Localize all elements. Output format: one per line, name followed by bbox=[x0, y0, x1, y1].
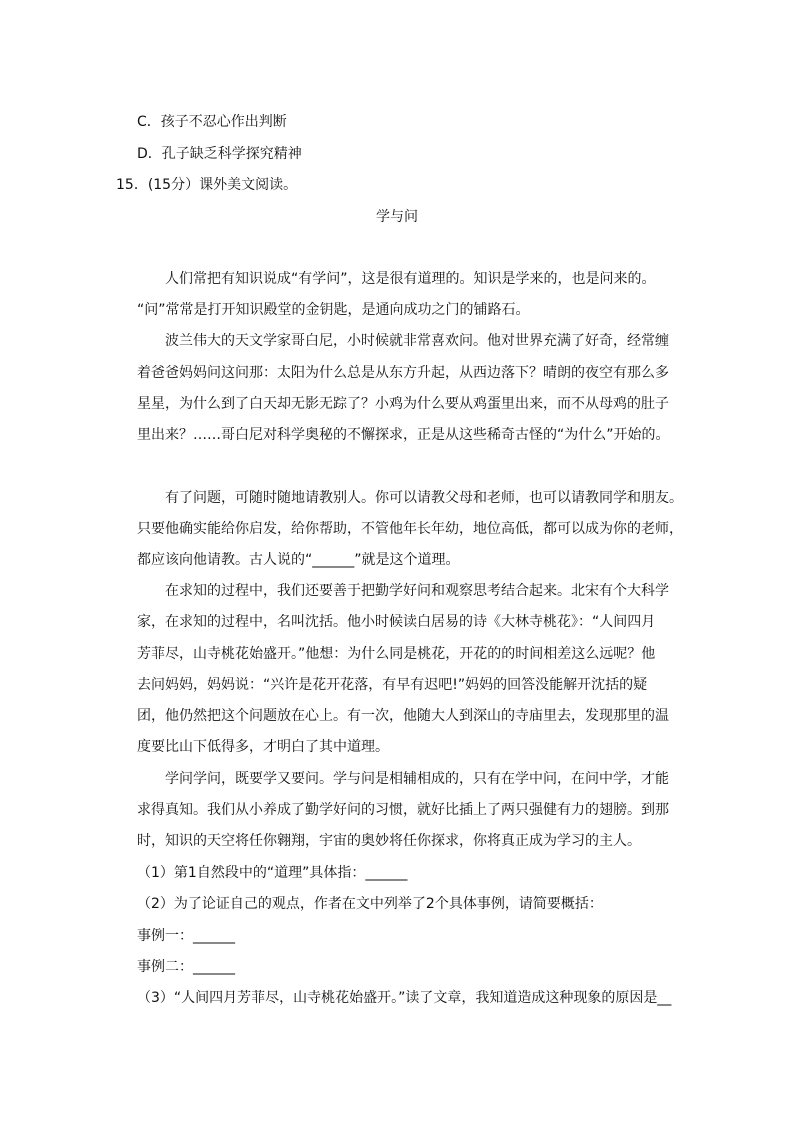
paragraph-5-line-1: 学问学问，既要学又要问。学与问是相辅相成的，只有在学中问，在问中学，才能 bbox=[165, 771, 669, 787]
paragraph-2-line-1: 波兰伟大的天文学家哥白尼，小时候就非常喜欢问。他对世界充满了好奇，经常缠 bbox=[165, 333, 669, 349]
paragraph-2-line-2: 着爸爸妈妈问这问那：太阳为什么总是从东方升起，从西边落下？晴朗的夜空有那么多 bbox=[137, 365, 669, 381]
paragraph-3-line-2: 只要他确实能给你启发，给你帮助，不管他年长年幼，地位高低，都可以成为你的老师， bbox=[137, 521, 683, 537]
subquestion-1: （1）第1自然段中的“道理”具体指：______ bbox=[137, 865, 408, 881]
subquestion-2: （2）为了论证自己的观点，作者在文中列举了2个具体事例，请简要概括： bbox=[137, 896, 603, 912]
paragraph-4-line-4: 去问妈妈，妈妈说：“兴许是花开花落，有早有迟吧!”妈妈的回答没能解开沈括的疑 bbox=[137, 677, 648, 693]
paragraph-4-line-1: 在求知的过程中，我们还要善于把勤学好问和观察思考结合起来。北宋有个大科学 bbox=[165, 583, 669, 599]
paragraph-3-line-1: 有了问题，可随时随地请教别人。你可以请教父母和老师，也可以请教同学和朋友。 bbox=[165, 490, 683, 506]
article-title: 学与问 bbox=[376, 209, 418, 225]
subquestion-3: （3）“人间四月芳菲尽，山寺桃花始盛开。”读了文章，我知道造成这种现象的原因是__ bbox=[137, 990, 672, 1006]
paragraph-3-line-3: 都应该向他请教。古人说的“______”就是这个道理。 bbox=[137, 552, 460, 568]
question-header: 15．(15分）课外美文阅读。 bbox=[116, 177, 298, 193]
option-c: C．孩子不忍心作出判断 bbox=[137, 114, 287, 130]
paragraph-4-line-6: 度要比山下低得多，才明白了其中道理。 bbox=[137, 739, 389, 755]
paragraph-2-line-3: 星星，为什么到了白天却无影无踪了？小鸡为什么要从鸡蛋里出来，而不从母鸡的肚子 bbox=[137, 396, 669, 412]
example-2: 事例二：______ bbox=[137, 959, 235, 975]
paragraph-4-line-2: 家，在求知的过程中，名叫沈括。他小时候读白居易的诗《大林寺桃花》：“人间四月 bbox=[137, 614, 656, 630]
paragraph-1-line-1: 人们常把有知识说成“有学问”，这是很有道理的。知识是学来的，也是问来的。 bbox=[165, 271, 656, 287]
paragraph-4-line-3: 芳菲尽，山寺桃花始盛开。”他想：为什么同是桃花，开花的的时间相差这么远呢？他 bbox=[137, 646, 656, 662]
paragraph-4-line-5: 团，他仍然把这个问题放在心上。有一次，他随大人到深山的寺庙里去，发现那里的温 bbox=[137, 708, 669, 724]
option-d: D．孔子缺乏科学探究精神 bbox=[137, 146, 302, 162]
paragraph-5-line-2: 求得真知。我们从小养成了勤学好问的习惯，就好比插上了两只强健有力的翅膀。到那 bbox=[137, 802, 669, 818]
example-1: 事例一：______ bbox=[137, 928, 235, 944]
paragraph-2-line-4: 里出来？……哥白尼对科学奥秘的不懈探求，正是从这些稀奇古怪的“为什么”开始的。 bbox=[137, 427, 670, 443]
paragraph-5-line-3: 时，知识的天空将任你翱翔，宇宙的奥妙将任你探求，你将真正成为学习的主人。 bbox=[137, 833, 641, 849]
paragraph-1-line-2: “问”常常是打开知识殿堂的金钥匙，是通向成功之门的铺路石。 bbox=[137, 302, 530, 318]
